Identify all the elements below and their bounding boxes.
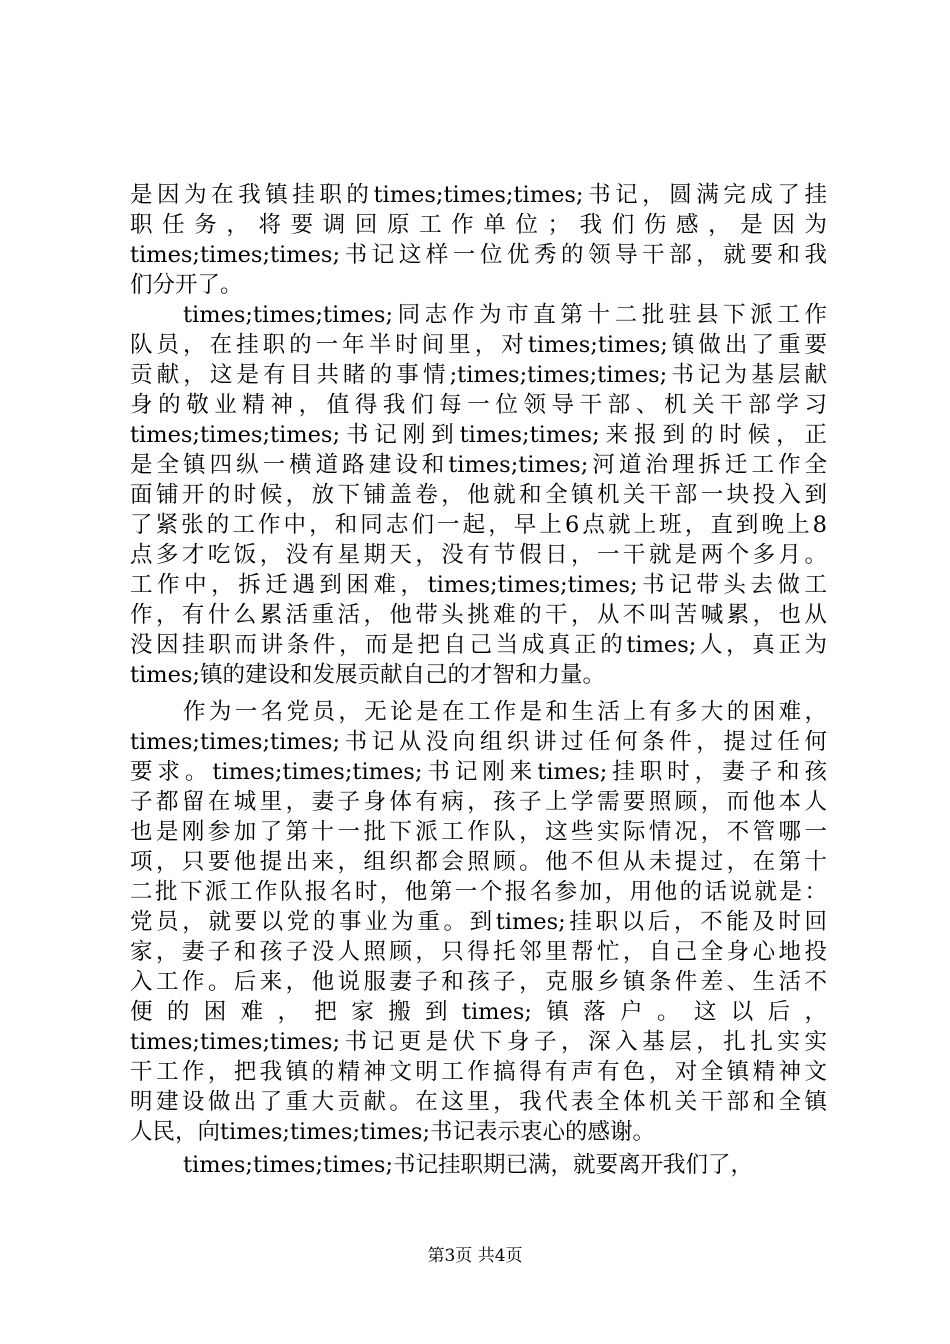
text-line: 面铺开的时候，放下铺盖卷，他就和全镇机关干部一块投入到 <box>130 482 827 508</box>
text-line: 工作中，拆迁遇到困难，times;times;times;书记带头去做工 <box>130 572 827 598</box>
text-line: times;times;times;书记刚到times;times;来报到的时候，正 <box>130 422 827 448</box>
text-line: 们分开了。 <box>130 272 243 298</box>
text-line: 二批下派工作队报名时，他第一个报名参加，用他的话说就是： <box>130 879 827 905</box>
text-line: 作，有什么累活重活，他带头挑难的干，从不叫苦喊累，也从 <box>130 602 827 628</box>
text-line: times;times;times;书记从没向组织讲过任何条件，提过任何 <box>130 729 827 755</box>
text-line: 作为一名党员，无论是在工作是和生活上有多大的困难， <box>183 699 827 725</box>
text-line: 明建设做出了重大贡献。在这里，我代表全体机关干部和全镇 <box>130 1089 827 1115</box>
text-line: times;镇的建设和发展贡献自己的才智和力量。 <box>130 662 606 688</box>
text-line: 职任务，将要调回原工作单位；我们伤感，是因为 <box>130 212 827 238</box>
text-line: 人民，向times;times;times;书记表示衷心的感谢。 <box>130 1119 656 1145</box>
text-line: 要求。times;times;times;书记刚来times;挂职时，妻子和孩 <box>130 759 827 785</box>
text-line: 党员，就要以党的事业为重。到times;挂职以后，不能及时回 <box>130 909 827 935</box>
text-line: 身的敬业精神，值得我们每一位领导干部、机关干部学习 <box>130 392 827 418</box>
text-line: 入工作。后来，他说服妻子和孩子，克服乡镇条件差、生活不 <box>130 969 827 995</box>
text-line: 没因挂职而讲条件，而是把自己当成真正的times;人，真正为 <box>130 632 827 658</box>
text-line: 点多才吃饭，没有星期天，没有节假日，一干就是两个多月。 <box>130 542 827 568</box>
text-line: 队员，在挂职的一年半时间里，对times;times;镇做出了重要 <box>130 332 827 358</box>
text-line: 家，妻子和孩子没人照顾，只得托邻里帮忙，自己全身心地投 <box>130 939 827 965</box>
text-line: times;times;times;书记挂职期已满，就要离开我们了， <box>183 1152 754 1178</box>
text-line: 项，只要他提出来，组织都会照顾。他不但从未提过，在第十 <box>130 849 827 875</box>
page-footer: 第3页 共4页 <box>427 1246 523 1266</box>
text-line: 干工作，把我镇的精神文明工作搞得有声有色，对全镇精神文 <box>130 1059 827 1085</box>
text-line: 是全镇四纵一横道路建设和times;times;河道治理拆迁工作全 <box>130 452 827 478</box>
text-line: 是因为在我镇挂职的times;times;times;书记，圆满完成了挂 <box>130 182 827 208</box>
text-line: 子都留在城里，妻子身体有病，孩子上学需要照顾，而他本人 <box>130 789 827 815</box>
text-line: 贡献，这是有目共睹的事情;times;times;times;书记为基层献 <box>130 362 827 388</box>
text-line: 也是刚参加了第十一批下派工作队，这些实际情况，不管哪一 <box>130 819 827 845</box>
text-line: 便的困难，把家搬到times;镇落户。这以后， <box>130 999 827 1025</box>
text-line: times;times;times;书记这样一位优秀的领导干部，就要和我 <box>130 242 827 268</box>
text-line: times;times;times;同志作为市直第十二批驻县下派工作 <box>183 302 827 328</box>
text-line: times;times;times;书记更是伏下身子，深入基层，扎扎实实 <box>130 1029 827 1055</box>
text-line: 了紧张的工作中，和同志们一起，早上6点就上班，直到晚上8 <box>130 512 827 538</box>
